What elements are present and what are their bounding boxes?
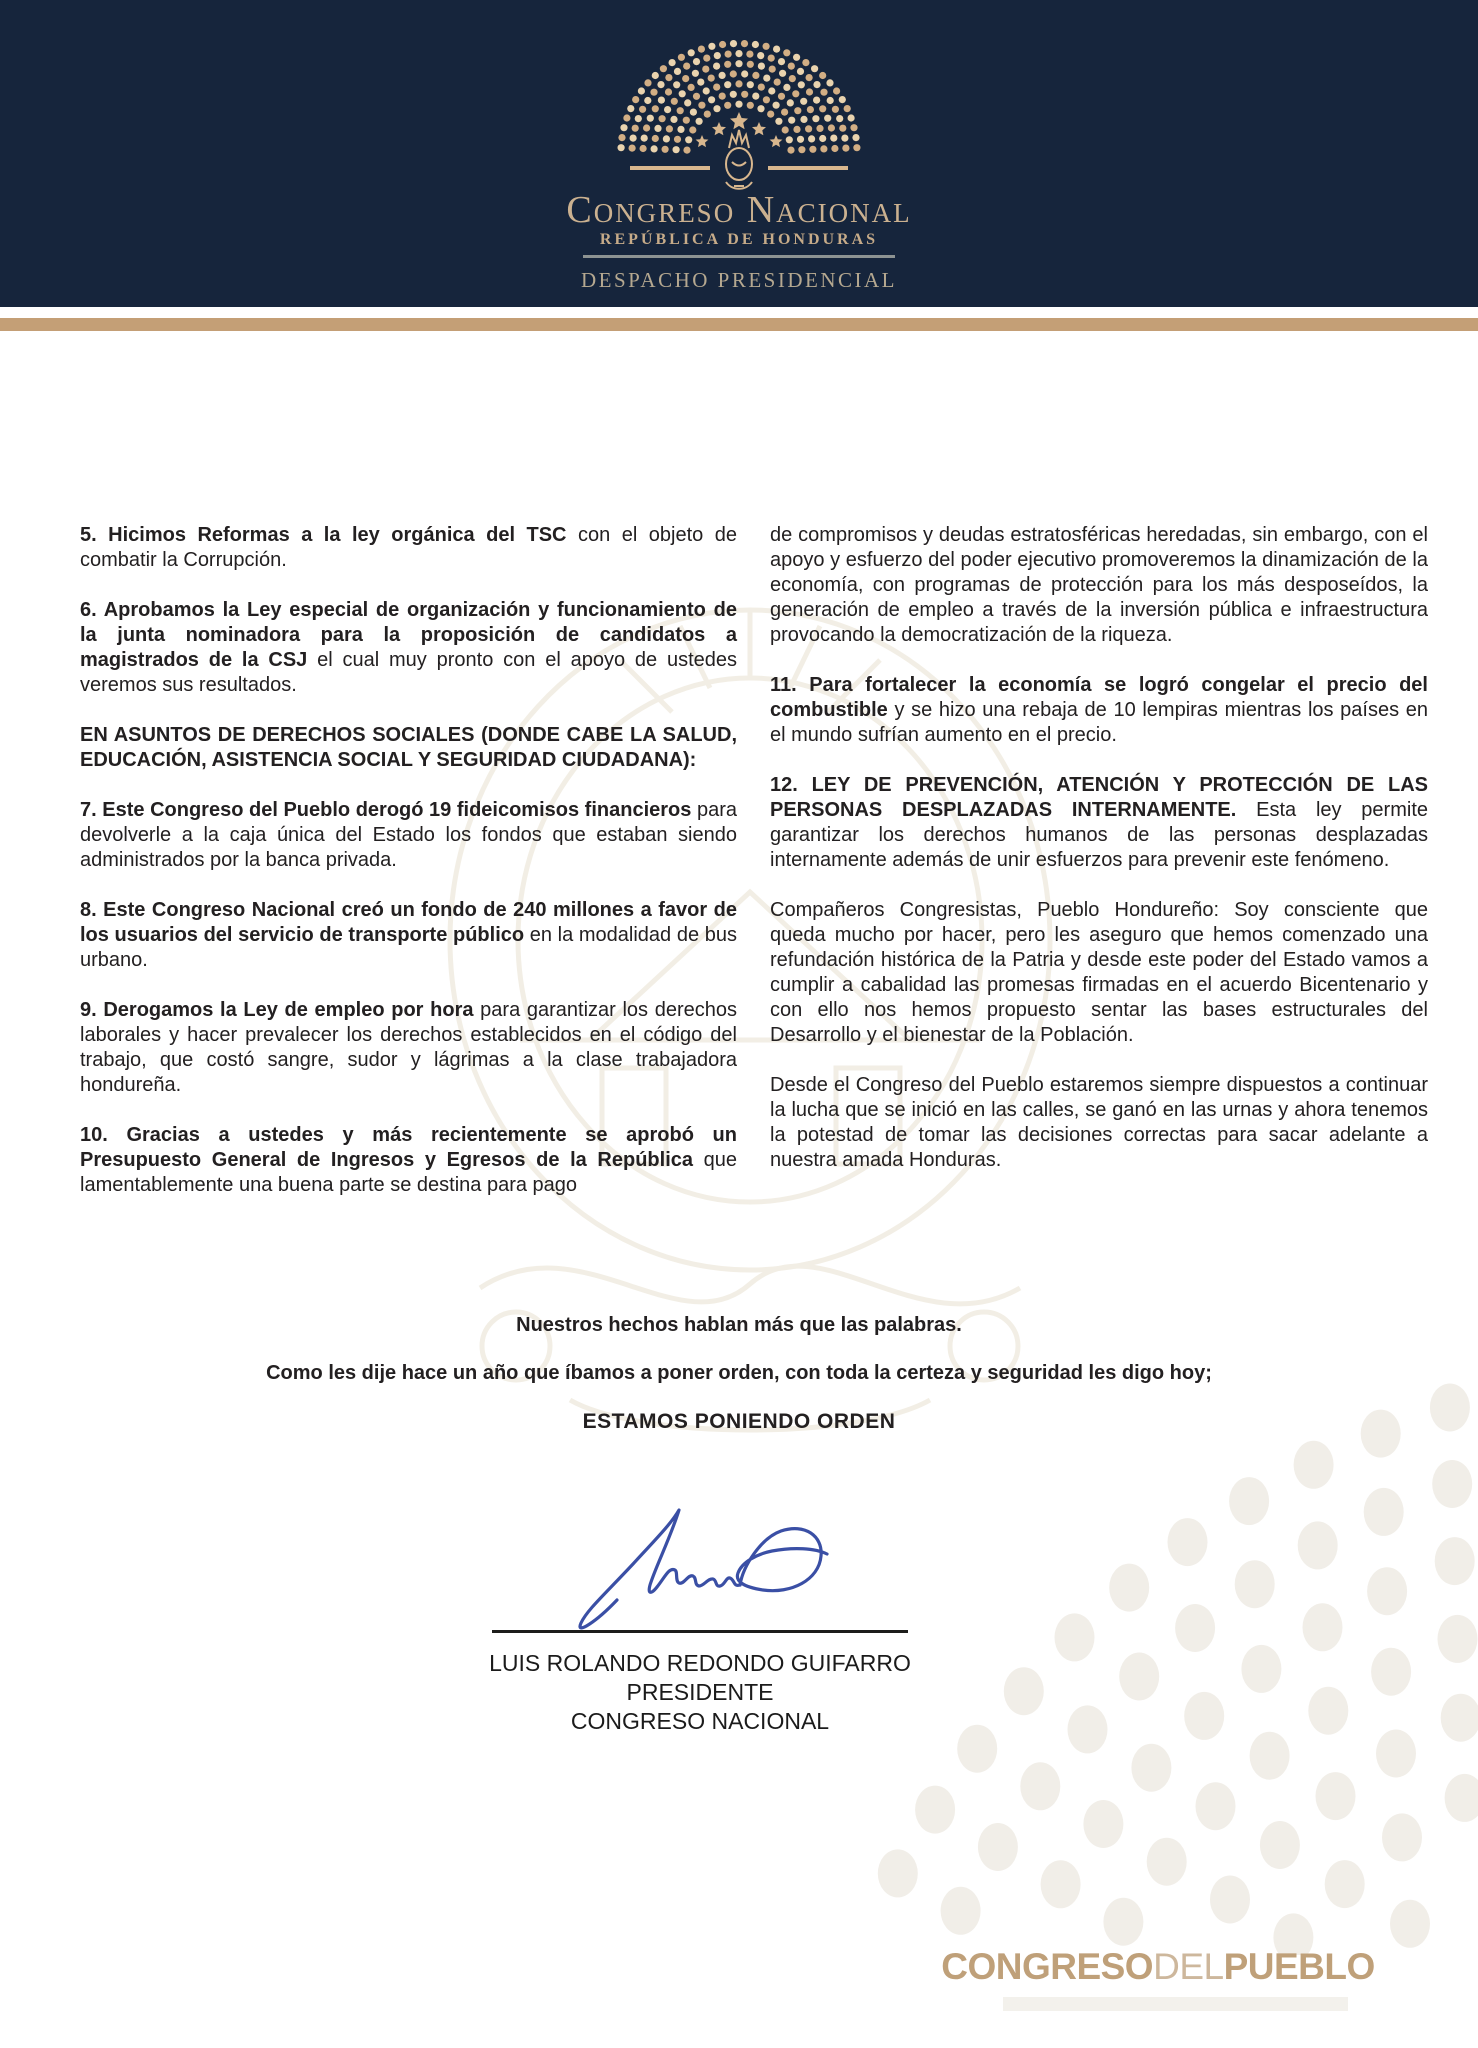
header-banner (0, 0, 1478, 307)
paragraph: de compromisos y deudas estratosféricas heredadas, sin embargo, con el apoyo y esfuerzo del poder ejecutivo promoveremos la dinamización de la economía, con programas de protección para los más desposeídos, la generación de empleo a través de la inversión pública e infraestructura provocando la democratización de la riqueza. (770, 524, 1428, 646)
signature-block (350, 1649, 1050, 1736)
closing-statement-1: Nuestros hechos hablan más que las palabras. (516, 1314, 962, 1336)
paragraph: 11. Para fortalecer la economía se logró congelar el precio del combustible y se hizo una rebaja de 10 lempiras mientras los países en el mundo sufrían aumento en el precio. (770, 674, 1428, 746)
footer-logo-part1: CONGRESO (941, 1946, 1154, 1987)
paragraph: Desde el Congreso del Pueblo estaremos siempre dispuestos a continuar la lucha que se inició en las calles, se ganó en las urnas y ahora tenemos la potestad de tomar las decisiones correctas para sacar adelante a nuestra amada Honduras. (770, 1074, 1428, 1171)
right-column (770, 523, 1428, 1198)
signatory-title: PRESIDENTE (626, 1679, 774, 1705)
org-title: Congreso Nacional (566, 189, 912, 231)
handwritten-signature-icon (565, 1488, 835, 1633)
paragraph: 7. Este Congreso del Pueblo derogó 19 fideicomisos financieros para devolverle a la caja única del Estado los fondos que estaban siendo administrados por la banca privada. (80, 799, 737, 871)
paragraph: Compañeros Congresistas, Pueblo Hondureño: Soy consciente que queda mucho por hacer, pero les aseguro que hemos comenzado una refundación histórica de la Patria y desde este poder del Estado vamos a cumplir a cabalidad las promesas firmadas en el acuerdo Bicentenario y con ello nos hemos propuesto sentar las bases estructurales del Desarrollo y el bienestar de la Población. (770, 899, 1428, 1046)
paragraph: EN ASUNTOS DE DERECHOS SOCIALES (DONDE CABE LA SALUD, EDUCACIÓN, ASISTENCIA SOCIAL Y SEGURIDAD CIUDADANA): (80, 724, 737, 771)
flanking-bars-icon (630, 166, 848, 170)
closing-statement-2: Como les dije hace un año que íbamos a poner orden, con toda la certeza y seguridad les digo hoy; (266, 1362, 1212, 1384)
footer-highlight-bar (1003, 1997, 1348, 2011)
paragraph: 6. Aprobamos la Ley especial de organización y funcionamiento de la junta nominadora para la proposición de candidatos a magistrados de la CSJ el cual muy pronto con el apoyo de ustedes veremos sus resultados. (80, 599, 738, 696)
signature-rule (492, 1630, 908, 1633)
signatory-name: LUIS ROLANDO REDONDO GUIFARRO (489, 1650, 911, 1676)
accent-bar (0, 318, 1478, 331)
header-divider (583, 255, 895, 258)
paragraph: 8. Este Congreso Nacional creó un fondo de 240 millones a favor de los usuarios del servicio de transporte público en la modalidad de bus urbano. (80, 899, 737, 971)
congress-hemicycle-logo-icon (569, 22, 909, 190)
signatory-organization: CONGRESO NACIONAL (570, 1708, 830, 1734)
header-department: DESPACHO PRESIDENCIAL (580, 268, 897, 292)
org-subtitle: REPÚBLICA DE HONDURAS (599, 231, 879, 248)
paragraph: 5. Hicimos Reformas a la ley orgánica del TSC con el objeto de combatir la Corrupción. (80, 524, 737, 571)
congreso-del-pueblo-logo (758, 1946, 1478, 1988)
closing-statement-3: ESTAMOS PONIENDO ORDEN (582, 1410, 896, 1433)
paragraph: 9. Derogamos la Ley de empleo por hora para garantizar los derechos laborales y hacer prevalecer los derechos establecidos en el código del trabajo, que costó sangre, sudor y lágrimas a la clase trabajadora hondureña. (80, 999, 737, 1096)
footer-logo-part3: PUEBLO (1223, 1946, 1375, 1987)
paragraph: 12. LEY DE PREVENCIÓN, ATENCIÓN Y PROTECCIÓN DE LAS PERSONAS DESPLAZADAS INTERNAMENTE. Esta ley permite garantizar los derechos humanos de las personas desplazadas internamente además de unir esfuerzos para prevenir este fenómeno. (770, 774, 1428, 871)
left-column (80, 523, 737, 1223)
footer-logo-part2: DEL (1153, 1946, 1224, 1987)
coat-of-arms-icon (726, 130, 752, 189)
paragraph: 10. Gracias a ustedes y más recientemente se aprobó un Presupuesto General de Ingresos y Egresos de la República que lamentablemente una buena parte se destina para pago (80, 1124, 737, 1196)
